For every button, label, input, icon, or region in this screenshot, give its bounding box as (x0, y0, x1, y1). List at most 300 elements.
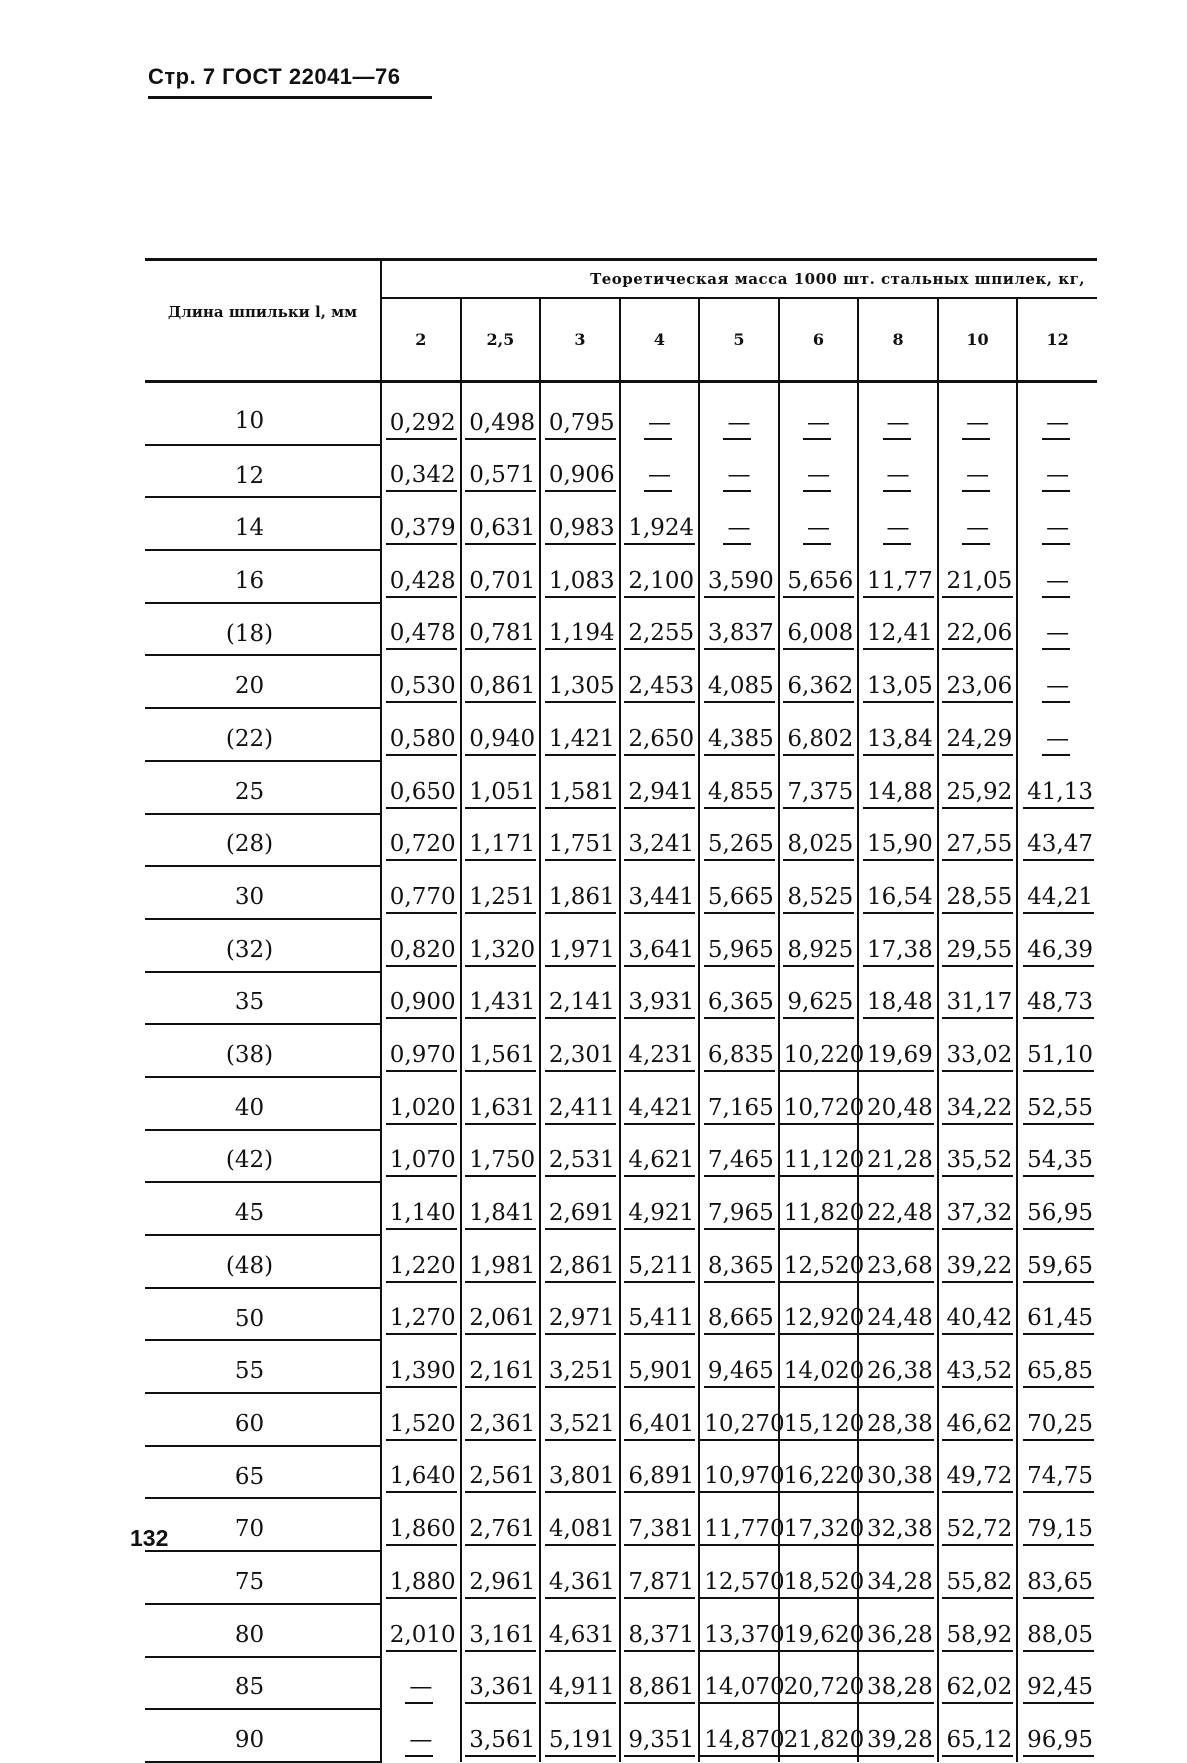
mass-value: 0,906 (545, 464, 616, 492)
mass-cell (938, 708, 1018, 761)
mass-value: 1,171 (465, 833, 536, 861)
mass-value: 49,72 (942, 1465, 1013, 1493)
mass-cell (381, 497, 461, 550)
mass-cell (540, 1709, 620, 1762)
mass-cell (779, 708, 859, 761)
mass-value: 0,795 (545, 412, 616, 440)
mass-value: 2,061 (465, 1307, 536, 1335)
length-cell: (32) (145, 919, 381, 972)
mass-value: 43,47 (1023, 833, 1094, 861)
table-row (145, 866, 1097, 919)
mass-value: — (962, 412, 990, 440)
mass-value: 32,38 (863, 1518, 934, 1546)
mass-cell (540, 1182, 620, 1235)
mass-value: 4,621 (624, 1149, 695, 1177)
mass-value: 37,32 (942, 1202, 1013, 1230)
mass-value: 4,631 (545, 1624, 616, 1652)
mass-group-header: Теоретическая масса 1000 шт. стальных шпилек, кг, (381, 260, 1097, 299)
mass-cell (381, 1077, 461, 1130)
table-row (145, 550, 1097, 603)
mass-cell (699, 1235, 779, 1288)
mass-value: 1,640 (386, 1465, 457, 1493)
mass-cell (381, 1130, 461, 1183)
mass-cell (540, 866, 620, 919)
length-cell: (38) (145, 1024, 381, 1077)
mass-cell (938, 497, 1018, 550)
mass-value: — (1042, 728, 1070, 756)
diameter-header: 4 (620, 298, 700, 381)
mass-value: 21,05 (942, 570, 1013, 598)
mass-cell (381, 1182, 461, 1235)
mass-value: 36,28 (863, 1624, 934, 1652)
mass-value: 7,465 (704, 1149, 775, 1177)
mass-cell (540, 1498, 620, 1551)
mass-cell (540, 1551, 620, 1604)
mass-value: — (723, 517, 751, 545)
mass-value: 17,320 (780, 1518, 865, 1546)
mass-cell (858, 1393, 938, 1446)
mass-cell (620, 382, 700, 445)
mass-value: 1,750 (465, 1149, 536, 1177)
mass-cell (858, 445, 938, 498)
page-number: 132 (130, 1525, 169, 1551)
mass-value: — (803, 412, 831, 440)
mass-cell (620, 1130, 700, 1183)
length-header-label: Длина шпильки l, мм (167, 303, 358, 321)
mass-value: 14,870 (700, 1729, 785, 1757)
mass-cell (938, 919, 1018, 972)
mass-cell (1017, 497, 1097, 550)
mass-cell (699, 655, 779, 708)
mass-value: 12,41 (863, 622, 934, 650)
mass-value: 0,900 (386, 991, 457, 1019)
mass-value: 1,981 (465, 1255, 536, 1283)
mass-cell (1017, 708, 1097, 761)
mass-value: 12,570 (700, 1571, 785, 1599)
mass-value: 0,820 (386, 939, 457, 967)
mass-value: 1,581 (545, 781, 616, 809)
mass-value: 40,42 (942, 1307, 1013, 1335)
mass-value: 34,22 (942, 1097, 1013, 1125)
mass-cell (938, 655, 1018, 708)
mass-cell (779, 919, 859, 972)
table-body (145, 382, 1097, 1762)
mass-cell (779, 1130, 865, 1183)
mass-cell (858, 382, 938, 445)
mass-cell (540, 655, 620, 708)
length-cell: 30 (145, 866, 381, 919)
mass-cell (620, 1077, 700, 1130)
mass-value: 29,55 (942, 939, 1013, 967)
mass-value: 18,48 (863, 991, 934, 1019)
mass-value: 1,520 (386, 1413, 457, 1441)
mass-cell (1017, 1235, 1097, 1288)
mass-cell (699, 382, 779, 445)
length-column-header (145, 260, 381, 382)
mass-value: 5,211 (624, 1255, 695, 1283)
mass-cell (779, 1657, 865, 1710)
mass-cell (540, 445, 620, 498)
mass-value: 2,453 (624, 675, 695, 703)
mass-value: 44,21 (1023, 886, 1094, 914)
mass-value: 25,92 (942, 781, 1013, 809)
mass-cell (779, 445, 859, 498)
mass-value: 7,871 (624, 1571, 695, 1599)
mass-cell (1017, 919, 1097, 972)
mass-cell (620, 1709, 700, 1762)
mass-cell (540, 761, 620, 814)
diameter-header: 6 (779, 298, 859, 381)
length-cell: 35 (145, 972, 381, 1025)
mass-value: 13,84 (863, 728, 934, 756)
mass-cell (461, 972, 541, 1025)
mass-value: 5,411 (624, 1307, 695, 1335)
mass-cell (381, 708, 461, 761)
mass-cell (1017, 445, 1097, 498)
mass-value: 0,970 (386, 1044, 457, 1072)
mass-value: 1,421 (545, 728, 616, 756)
mass-cell (1017, 1551, 1097, 1604)
mass-cell (620, 1024, 700, 1077)
diameter-header: 5 (699, 298, 779, 381)
mass-cell (858, 497, 938, 550)
mass-value: 88,05 (1023, 1624, 1094, 1652)
mass-value: 5,965 (704, 939, 775, 967)
length-cell: (48) (145, 1235, 381, 1288)
mass-cell (540, 497, 620, 550)
mass-value: — (1042, 517, 1070, 545)
mass-value: 19,620 (780, 1624, 865, 1652)
mass-cell (779, 1340, 865, 1393)
mass-cell (620, 1498, 700, 1551)
mass-cell (938, 1709, 1018, 1762)
mass-cell (1017, 1709, 1097, 1762)
mass-cell (620, 1446, 700, 1499)
mass-value: — (803, 517, 831, 545)
mass-value: 7,965 (704, 1202, 775, 1230)
mass-cell (461, 1657, 541, 1710)
mass-cell (381, 972, 461, 1025)
mass-cell (858, 919, 938, 972)
table-row (145, 382, 1097, 445)
mass-value: — (723, 412, 751, 440)
mass-value: 10,220 (780, 1044, 865, 1072)
mass-value: 62,02 (942, 1676, 1013, 1704)
mass-value: 2,650 (624, 728, 695, 756)
mass-cell (540, 382, 620, 445)
mass-value: 96,95 (1023, 1729, 1094, 1757)
mass-value: 38,28 (863, 1676, 934, 1704)
mass-cell (938, 1130, 1018, 1183)
diameter-header: 8 (858, 298, 938, 381)
mass-cell (699, 1340, 779, 1393)
mass-cell (381, 1288, 461, 1341)
mass-cell (858, 1077, 938, 1130)
mass-value: 1,861 (545, 886, 616, 914)
table-row (145, 814, 1097, 867)
mass-cell (461, 1182, 541, 1235)
mass-value: 8,525 (783, 886, 854, 914)
mass-value: 11,770 (700, 1518, 785, 1546)
mass-cell (699, 1657, 785, 1710)
mass-cell (779, 497, 859, 550)
mass-cell (938, 1024, 1018, 1077)
mass-value: 4,921 (624, 1202, 695, 1230)
length-cell: 90 (145, 1709, 381, 1762)
mass-value: 10,720 (780, 1097, 865, 1125)
mass-value: 5,656 (783, 570, 854, 598)
mass-cell (620, 550, 700, 603)
mass-value: 4,385 (704, 728, 775, 756)
table-row (145, 1340, 1097, 1393)
mass-value: 31,17 (942, 991, 1013, 1019)
mass-value: 19,69 (863, 1044, 934, 1072)
mass-cell (779, 1235, 865, 1288)
mass-value: 2,861 (545, 1255, 616, 1283)
mass-cell (381, 1446, 461, 1499)
mass-value: 1,051 (465, 781, 536, 809)
mass-value: 2,010 (386, 1624, 457, 1652)
mass-value: 54,35 (1023, 1149, 1094, 1177)
mass-value: 6,008 (783, 622, 854, 650)
mass-value: 13,05 (863, 675, 934, 703)
mass-value: 2,561 (465, 1465, 536, 1493)
mass-cell (461, 1604, 541, 1657)
mass-value: — (1042, 622, 1070, 650)
mass-cell (858, 1657, 938, 1710)
mass-cell (779, 814, 859, 867)
mass-cell (779, 1446, 865, 1499)
mass-value: 10,270 (700, 1413, 785, 1441)
mass-cell (461, 655, 541, 708)
table-row (145, 1657, 1097, 1710)
length-cell: 80 (145, 1604, 381, 1657)
length-cell: 50 (145, 1288, 381, 1341)
mass-cell (381, 550, 461, 603)
mass-cell (858, 1551, 938, 1604)
mass-value: — (962, 517, 990, 545)
mass-cell (779, 1024, 865, 1077)
mass-value: — (405, 1729, 433, 1757)
length-cell: 65 (145, 1446, 381, 1499)
mass-value: 20,720 (780, 1676, 865, 1704)
mass-value: 8,665 (704, 1307, 775, 1335)
length-cell: (18) (145, 603, 381, 656)
mass-value: 79,15 (1023, 1518, 1094, 1546)
mass-value: 9,465 (704, 1360, 775, 1388)
table-row (145, 1024, 1097, 1077)
mass-value: 8,861 (624, 1676, 695, 1704)
mass-value: — (644, 412, 672, 440)
mass-value: 0,478 (386, 622, 457, 650)
mass-cell (381, 1498, 461, 1551)
mass-value: 2,255 (624, 622, 695, 650)
mass-value: 3,641 (624, 939, 695, 967)
mass-cell (620, 708, 700, 761)
mass-value: 20,48 (863, 1097, 934, 1125)
mass-value: 26,38 (863, 1360, 934, 1388)
mass-value: 1,860 (386, 1518, 457, 1546)
mass-cell (699, 708, 779, 761)
mass-cell (858, 1024, 938, 1077)
mass-cell (1017, 1130, 1097, 1183)
mass-value: 51,10 (1023, 1044, 1094, 1072)
mass-cell (699, 1393, 785, 1446)
mass-value: 6,802 (783, 728, 854, 756)
mass-cell (699, 603, 779, 656)
mass-value: 2,531 (545, 1149, 616, 1177)
mass-value: 23,06 (942, 675, 1013, 703)
mass-cell (461, 550, 541, 603)
length-cell: (28) (145, 814, 381, 867)
mass-cell (461, 603, 541, 656)
mass-value: 5,901 (624, 1360, 695, 1388)
mass-value: 9,351 (624, 1729, 695, 1757)
mass-cell (779, 1498, 865, 1551)
mass-cell (938, 814, 1018, 867)
table-row (145, 1498, 1097, 1551)
mass-cell (1017, 972, 1097, 1025)
mass-value: 0,983 (545, 517, 616, 545)
mass-value: 9,625 (783, 991, 854, 1019)
mass-value: 39,28 (863, 1729, 934, 1757)
length-cell: (42) (145, 1130, 381, 1183)
table-row (145, 1446, 1097, 1499)
mass-value: 14,88 (863, 781, 934, 809)
mass-value: 1,751 (545, 833, 616, 861)
mass-cell (699, 1446, 785, 1499)
mass-cell (699, 1709, 785, 1762)
mass-value: 4,361 (545, 1571, 616, 1599)
mass-cell (1017, 761, 1097, 814)
mass-cell (699, 1024, 779, 1077)
mass-value: 83,65 (1023, 1571, 1094, 1599)
mass-cell (620, 972, 700, 1025)
length-cell: 75 (145, 1551, 381, 1604)
mass-value: — (1042, 675, 1070, 703)
mass-cell (540, 1657, 620, 1710)
table-row (145, 1709, 1097, 1762)
mass-cell (540, 1077, 620, 1130)
mass-cell (699, 445, 779, 498)
diameter-header: 3 (540, 298, 620, 381)
mass-value: 0,701 (465, 570, 536, 598)
mass-value: 3,441 (624, 886, 695, 914)
mass-cell (540, 550, 620, 603)
mass-cell (381, 1024, 461, 1077)
mass-cell (381, 814, 461, 867)
mass-cell (779, 1077, 865, 1130)
mass-value: 0,530 (386, 675, 457, 703)
mass-value: 3,801 (545, 1465, 616, 1493)
mass-value: 22,48 (863, 1202, 934, 1230)
mass-cell (699, 814, 779, 867)
table-row (145, 1288, 1097, 1341)
mass-cell (620, 1235, 700, 1288)
table-row (145, 445, 1097, 498)
mass-cell (461, 497, 541, 550)
mass-value: 74,75 (1023, 1465, 1094, 1493)
mass-cell (381, 1340, 461, 1393)
page-header: Стр. 7 ГОСТ 22041—76 (148, 64, 432, 99)
mass-value: 65,12 (942, 1729, 1013, 1757)
mass-value: 70,25 (1023, 1413, 1094, 1441)
mass-cell (540, 708, 620, 761)
mass-value: 1,305 (545, 675, 616, 703)
table-row (145, 1182, 1097, 1235)
mass-value: 41,13 (1023, 781, 1094, 809)
table-row (145, 1604, 1097, 1657)
mass-cell (540, 1024, 620, 1077)
table-row (145, 655, 1097, 708)
mass-value: 12,520 (780, 1255, 865, 1283)
mass-cell (461, 919, 541, 972)
mass-value: 2,100 (624, 570, 695, 598)
mass-value: 1,390 (386, 1360, 457, 1388)
stud-mass-table (145, 258, 1097, 1763)
mass-value: 1,924 (624, 517, 695, 545)
mass-cell (699, 1604, 785, 1657)
mass-cell (699, 919, 779, 972)
mass-cell (461, 445, 541, 498)
length-cell: 14 (145, 497, 381, 550)
mass-cell (461, 1024, 541, 1077)
mass-cell (779, 972, 859, 1025)
mass-cell (779, 1604, 865, 1657)
mass-value: 0,720 (386, 833, 457, 861)
mass-cell (699, 1182, 779, 1235)
mass-value: 21,820 (780, 1729, 865, 1757)
mass-value: 0,781 (465, 622, 536, 650)
mass-value: 8,925 (783, 939, 854, 967)
table-row (145, 1551, 1097, 1604)
mass-cell (381, 866, 461, 919)
mass-value: 46,62 (942, 1413, 1013, 1441)
mass-value: 34,28 (863, 1571, 934, 1599)
mass-cell (540, 1288, 620, 1341)
mass-cell (461, 1709, 541, 1762)
mass-cell (381, 1551, 461, 1604)
mass-value: 3,361 (465, 1676, 536, 1704)
mass-value: 1,020 (386, 1097, 457, 1125)
table-row (145, 1235, 1097, 1288)
mass-value: 0,379 (386, 517, 457, 545)
mass-cell (1017, 550, 1097, 603)
mass-cell (858, 972, 938, 1025)
mass-value: — (644, 464, 672, 492)
mass-cell (620, 1182, 700, 1235)
mass-value: 65,85 (1023, 1360, 1094, 1388)
length-cell: (22) (145, 708, 381, 761)
mass-value: 12,920 (780, 1307, 865, 1335)
mass-cell (540, 1604, 620, 1657)
table-row (145, 919, 1097, 972)
mass-value: 1,841 (465, 1202, 536, 1230)
mass-cell (938, 603, 1018, 656)
mass-cell (461, 708, 541, 761)
mass-cell (858, 1182, 938, 1235)
mass-cell (779, 603, 859, 656)
mass-value: 1,631 (465, 1097, 536, 1125)
mass-value: 0,342 (386, 464, 457, 492)
mass-cell (620, 919, 700, 972)
mass-value: 3,241 (624, 833, 695, 861)
mass-value: 2,301 (545, 1044, 616, 1072)
mass-cell (381, 1393, 461, 1446)
mass-cell (461, 1340, 541, 1393)
mass-value: 35,52 (942, 1149, 1013, 1177)
mass-value: 11,820 (780, 1202, 865, 1230)
